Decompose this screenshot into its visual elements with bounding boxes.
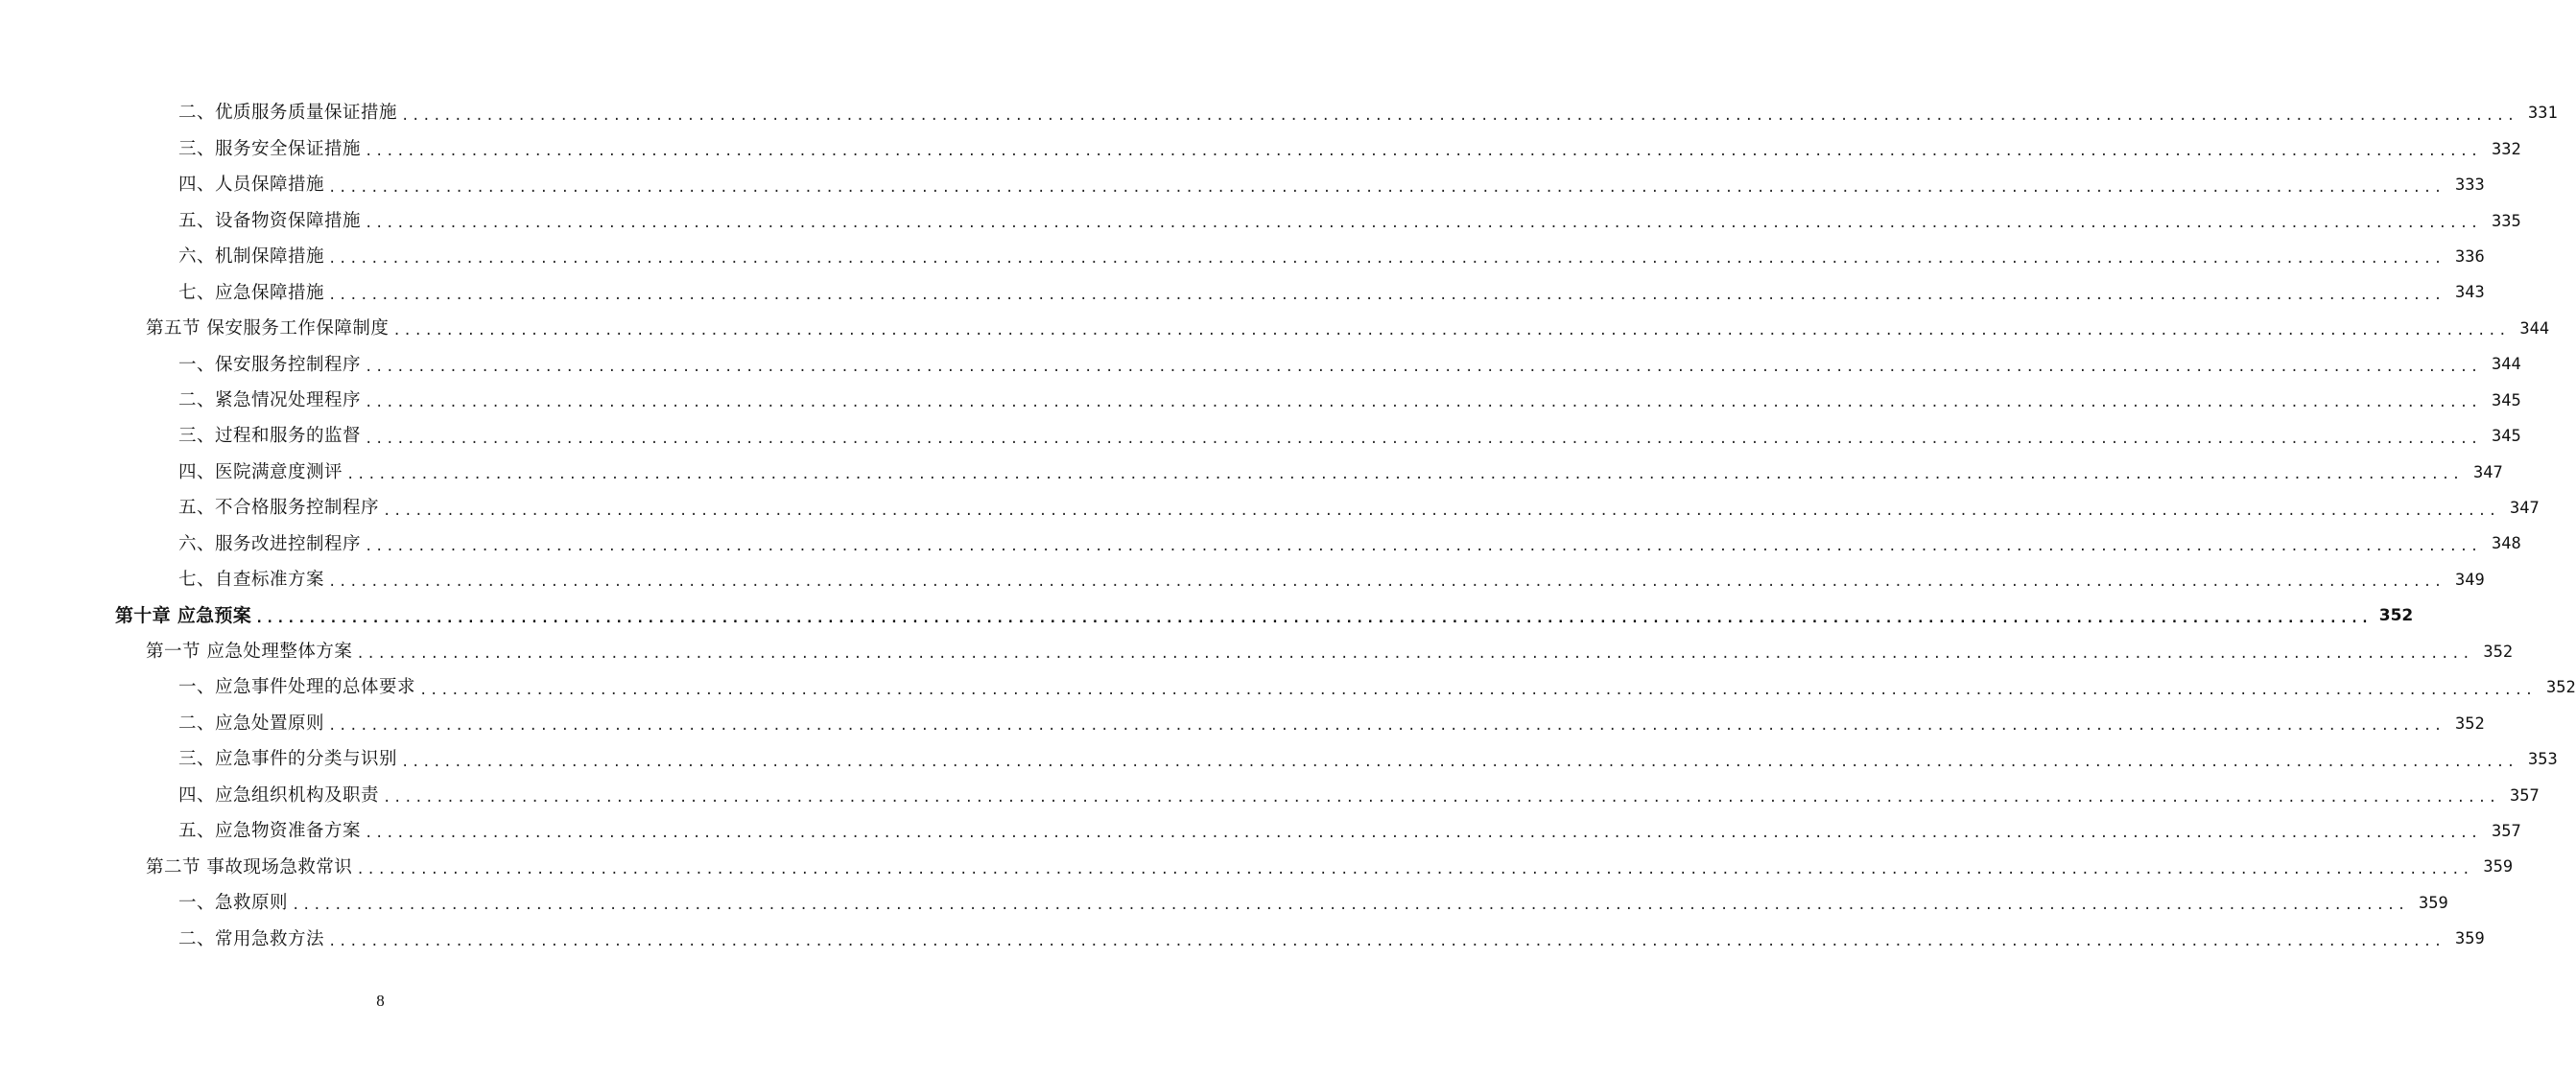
toc-dot-leader: ........................................................................................................................................................................................................ [328,287,2445,303]
toc-entry-page: 352 [2483,642,2514,662]
toc-dot-leader: ........................................................................................................................................................................................................ [365,826,2481,842]
toc-item-entry[interactable] [0,419,2521,455]
page-number: 8 [376,992,385,1010]
toc-entry-page: 344 [2492,355,2521,375]
toc-dot-leader: ........................................................................................................................................................................................................ [356,646,2473,663]
toc-dot-leader: ........................................................................................................................................................................................................ [365,395,2481,411]
toc-item-entry[interactable] [0,706,2485,741]
toc-dot-leader: ........................................................................................................................................................................................................ [401,107,2517,124]
toc-entry-page: 357 [2510,785,2540,806]
toc-dot-leader: ........................................................................................................................................................................................................ [383,790,2499,807]
toc-dot-leader: ........................................................................................................................................................................................................ [383,503,2499,519]
toc-entry-title: 第二节 事故现场急救常识 [146,856,353,877]
toc-entry-page: 349 [2455,570,2485,590]
toc-dot-leader: ........................................................................................................................................................................................................ [328,179,2445,196]
toc-item-entry[interactable] [0,778,2540,813]
toc-entry-page: 357 [2492,821,2521,841]
toc-entry-page: 344 [2519,318,2550,339]
toc-dot-leader: ........................................................................................................................................................................................................ [356,861,2473,877]
toc-dot-leader: ........................................................................................................................................................................................................ [392,323,2510,339]
toc-entry-title: 四、医院满意度测评 [178,461,343,482]
toc-entry-title: 第一节 应急处理整体方案 [146,642,353,663]
toc-item-entry[interactable] [0,922,2485,957]
table-of-contents [0,96,2576,958]
toc-chapter-entry[interactable] [0,598,2414,634]
toc-item-entry[interactable] [0,455,2503,490]
toc-item-entry[interactable] [0,131,2521,167]
toc-dot-leader: ........................................................................................................................................................................................................ [365,538,2481,554]
toc-entry-title: 一、应急事件处理的总体要求 [178,677,416,698]
toc-item-entry[interactable] [0,275,2485,311]
toc-entry-title: 六、机制保障措施 [178,246,325,268]
toc-dot-leader: ........................................................................................................................................................................................................ [328,933,2445,949]
toc-dot-leader: ........................................................................................................................................................................................................ [401,754,2517,770]
toc-entry-page: 353 [2528,750,2558,770]
toc-entry-page: 331 [2528,104,2558,124]
toc-entry-page: 347 [2510,499,2540,519]
toc-entry-page: 333 [2455,175,2485,196]
toc-entry-title: 第五节 保安服务工作保障制度 [146,318,390,339]
toc-item-entry[interactable] [0,240,2485,275]
toc-entry-title: 二、常用急救方法 [178,928,325,949]
toc-entry-title: 二、应急处置原则 [178,713,325,734]
toc-entry-page: 332 [2492,139,2521,159]
toc-entry-page: 343 [2455,283,2485,303]
toc-entry-page: 359 [2419,893,2448,913]
toc-entry-title: 第十章 应急预案 [115,605,252,627]
toc-entry-title: 四、应急组织机构及职责 [178,784,380,806]
toc-dot-leader: ........................................................................................................................................................................................................ [328,718,2445,735]
toc-entry-page: 345 [2492,427,2521,447]
toc-item-entry[interactable] [0,491,2540,526]
toc-item-entry[interactable] [0,670,2576,706]
toc-dot-leader: ........................................................................................................................................................................................................ [419,682,2536,698]
toc-entry-title: 一、急救原则 [178,893,289,914]
toc-item-entry[interactable] [0,814,2521,850]
toc-entry-title: 三、服务安全保证措施 [178,138,362,159]
toc-entry-page: 352 [2378,606,2414,626]
toc-entry-title: 五、设备物资保障措施 [178,210,362,231]
toc-dot-leader: ........................................................................................................................................................................................................ [365,216,2481,232]
toc-item-entry[interactable] [0,563,2485,598]
toc-entry-title: 五、不合格服务控制程序 [178,498,380,519]
toc-entry-page: 335 [2492,211,2521,231]
toc-item-entry[interactable] [0,96,2558,131]
toc-entry-page: 352 [2546,678,2576,698]
toc-item-entry[interactable] [0,526,2521,562]
toc-dot-leader: ........................................................................................................................................................................................................ [365,359,2481,375]
toc-entry-title: 二、优质服务质量保证措施 [178,103,398,124]
toc-item-entry[interactable] [0,168,2485,203]
toc-entry-page: 352 [2455,713,2485,734]
toc-item-entry[interactable] [0,886,2448,922]
toc-dot-leader: ........................................................................................................................................................................................................ [292,898,2408,914]
toc-item-entry[interactable] [0,384,2521,419]
toc-entry-title: 一、保安服务控制程序 [178,354,362,375]
toc-entry-title: 七、应急保障措施 [178,282,325,303]
toc-dot-leader: ........................................................................................................................................................................................................ [328,574,2445,591]
toc-entry-page: 359 [2455,929,2485,949]
toc-entry-page: 347 [2473,462,2503,482]
toc-entry-title: 三、应急事件的分类与识别 [178,749,398,770]
toc-entry-page: 345 [2492,390,2521,410]
toc-dot-leader: ........................................................................................................................................................................................................ [346,467,2463,483]
toc-dot-leader: ........................................................................................................................................................................................................ [365,431,2481,447]
toc-entry-page: 348 [2492,534,2521,554]
toc-item-entry[interactable] [0,347,2521,383]
toc-section-entry[interactable] [0,635,2514,670]
toc-entry-title: 四、人员保障措施 [178,175,325,196]
toc-dot-leader: ........................................................................................................................................................................................................ [328,251,2445,268]
toc-entry-title: 七、自查标准方案 [178,570,325,591]
toc-entry-title: 二、紧急情况处理程序 [178,389,362,410]
toc-entry-page: 336 [2455,246,2485,267]
toc-dot-leader: ........................................................................................................................................................................................................ [255,610,2372,626]
toc-section-entry[interactable] [0,312,2550,347]
toc-dot-leader: ........................................................................................................................................................................................................ [365,144,2481,160]
toc-section-entry[interactable] [0,850,2514,885]
toc-entry-page: 359 [2483,857,2514,877]
toc-item-entry[interactable] [0,742,2558,778]
toc-entry-title: 六、服务改进控制程序 [178,533,362,554]
toc-entry-title: 三、过程和服务的监督 [178,426,362,447]
toc-item-entry[interactable] [0,203,2521,239]
toc-entry-title: 五、应急物资准备方案 [178,821,362,842]
